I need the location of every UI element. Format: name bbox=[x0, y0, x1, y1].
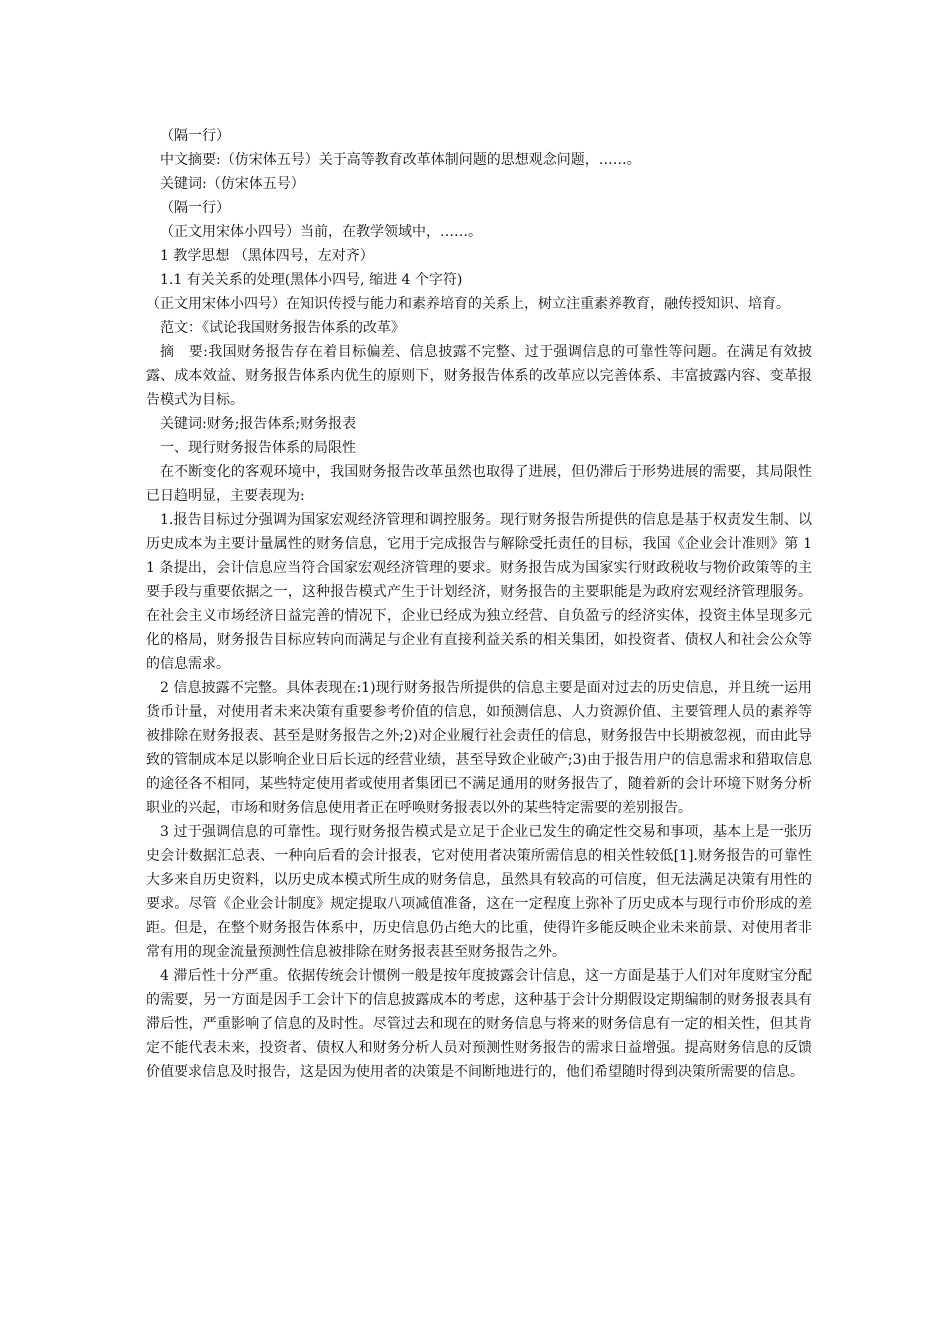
sample-paragraph-point-3: 3 过于强调信息的可靠性。现行财务报告模式是立足于企业已发生的确定性交易和事项，基本上是一张历史会计数据汇总表、一种向后看的会计报表，它对使用者决策所需信息的相关性较低[1].财务报告的可靠性大多来自历史资料，以历史成本模式所生成的财务信息，虽然具有较高的可信度，但无法满足决策有用性的要求。尽管《企业会计制度》规定提取八项减值准备，这在一定程度上弥补了历史成本与现行市价形成的差距。但是，在整个财务报告体系中，历史信息仍占绝大的比重，使得许多能反映企业未来前景、对使用者非常有用的现金流量预测性信息被排除在财务报表甚至财务报告之外。 bbox=[146, 824, 812, 960]
sample-paragraph-point-1: 1.报告目标过分强调为国家宏观经济管理和调控服务。现行财务报告所提供的信息是基于权责发生制、以历史成本为主要计量属性的财务信息，它用于完成报告与解除受托责任的目标，我国《企业会计准则》第 11 条提出，会计信息应当符合国家宏观经济管理的要求。财务报告成为国家实行财政税收与物价政策等的主要手段与重要依据之一，这种报告模式产生于计划经济，财务报告的主要职能是为政府宏观经济管理服务。在社会主义市场经济日益完善的情况下，企业已经成为独立经营、自负盈亏的经济实体，投资主体呈现多元化的格局，财务报告目标应转向而满足与企业有直接利益关系的相关集团，如投资者、债权人和社会公众等的信息需求。 bbox=[146, 512, 812, 672]
heading-level-1: 1 教学思想 （黑体四号，左对齐） bbox=[160, 248, 374, 264]
paragraph-keywords-format: 关键词:（仿宋体五号） bbox=[160, 176, 305, 192]
paragraph-body-example: （正文用宋体小四号）在知识传授与能力和素养培育的关系上，树立注重素养教育，融传授知识、培育。 bbox=[146, 296, 790, 312]
sample-paragraph-point-4: 4 滞后性十分严重。依据传统会计惯例一般是按年度披露会计信息，这一方面是基于人们对年度财宝分配的需要，另一方面是因手工会计下的信息披露成本的考虑，这种基于会计分期假设定期编制的财务报表具有滞后性，严重影响了信息的及时性。尽管过去和现在的财务信息与将来的财务信息有一定的相关性，但其肯定不能代表未来，投资者、债权人和财务分析人员对预测性财务报告的需求日益增强。提高财务信息的反馈价值要求信息及时报告，这是因为使用者的决策是不间断地进行的，他们希望随时得到决策所需要的信息。 bbox=[146, 968, 812, 1080]
document-body bbox=[146, 124, 812, 1084]
sample-keywords: 关键词:财务;报告体系;财务报表 bbox=[160, 416, 357, 432]
sample-section-heading: 一、现行财务报告体系的局限性 bbox=[160, 440, 356, 456]
sample-paragraph-point-2: 2 信息披露不完整。具体表现在:1)现行财务报告所提供的信息主要是面对过去的历史信息，并且统一运用货币计量，对使用者未来决策有重要参考价值的信息，如预测信息、人力资源价值、主要管理人员的素养等被排除在财务报表、甚至是财务报告之外;2)对企业履行社会责任的信息，财务报告中长期被忽视，而由此导致的管制成本足以影响企业日后长远的经营业绩，甚至导致企业破产;3)由于报告用户的信息需求和猎取信息的途径各不相同，某些特定使用者或使用者集团已不满足通用的财务报告了，随着新的会计环境下财务分析职业的兴起，市场和财务信息使用者正在呼唤财务报表以外的某些特定需要的差别报告。 bbox=[146, 680, 812, 816]
paragraph-chinese-abstract: 中文摘要:（仿宋体五号）关于高等教育改革体制问题的思想观念问题，……。 bbox=[160, 152, 641, 168]
paragraph-blank-line-note: （隔一行） bbox=[160, 200, 230, 216]
sample-abstract: 摘 要:我国财务报告存在着目标偏差、信息披露不完整、过于强调信息的可靠性等问题。在满足有效披露、成本效益、财务报告体系内优生的原则下，财务报告体系的改革应以完善体系、丰富披露内容、变革报告模式为目标。 bbox=[146, 344, 812, 408]
paragraph-blank-line-note: （隔一行） bbox=[160, 128, 230, 144]
sample-paragraph-intro: 在不断变化的客观环境中，我国财务报告改革虽然也取得了进展，但仍滞后于形势进展的需要，其局限性已日趋明显，主要表现为: bbox=[146, 464, 812, 504]
heading-level-2: 1.1 有关关系的处理(黑体小四号, 缩进 4 个字符) bbox=[160, 272, 463, 288]
paragraph-body-format: （正文用宋体小四号）当前，在教学领域中，……。 bbox=[160, 224, 482, 240]
sample-title: 范文：《试论我国财务报告体系的改革》 bbox=[160, 320, 405, 336]
